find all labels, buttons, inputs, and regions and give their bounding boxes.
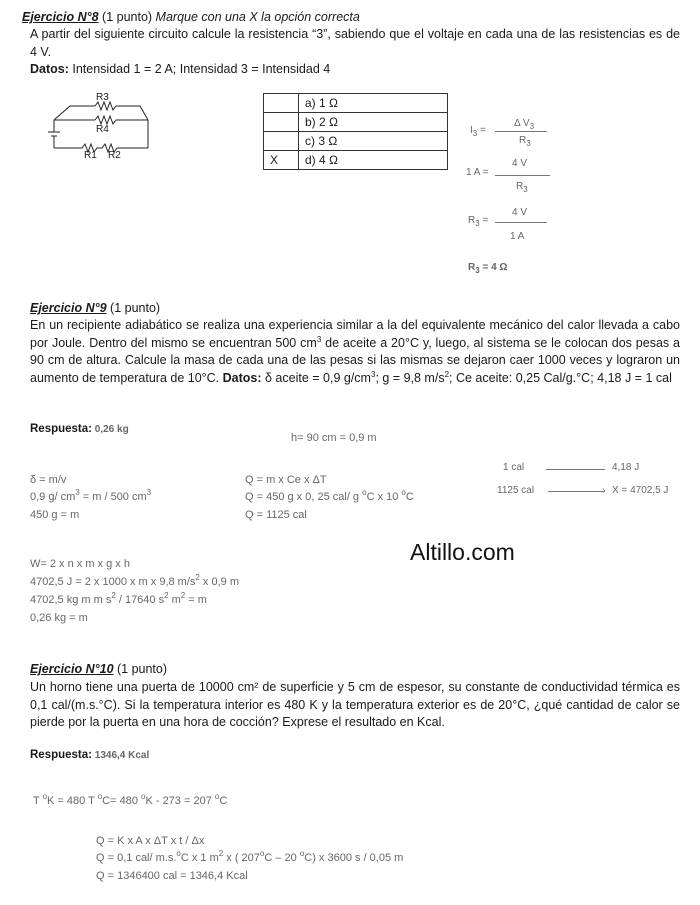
option-row[interactable] [264, 94, 448, 113]
label-r3: R3 [96, 92, 109, 103]
calc-num1: Δ $V_3$ [514, 118, 535, 131]
option-row[interactable] [264, 151, 448, 170]
ex8-datos-text: Intensidad 1 = 2 A; Intensidad 3 = Intensidad 4 [68, 62, 331, 76]
calc-result: $R_3 = 4$ Ω [468, 262, 508, 275]
ex8-instruction: Marque con una X la opción correcta [155, 10, 360, 24]
option-mark[interactable] [264, 132, 299, 151]
option-text: c) 3 Ω [299, 132, 448, 151]
rule-a1: 1 cal [503, 462, 525, 473]
ex8-datos [30, 62, 330, 76]
rule-b1: 1125 cal [497, 485, 535, 496]
label-r2: R2 [108, 150, 121, 161]
ex9-w-line2: 4702,5 J = 2 x 1000 x m x 9,8 $m/s^2$ x 0,9 m [30, 573, 239, 588]
ex9-col1-line3: 450 g = m [30, 509, 80, 521]
ex9-heading [30, 301, 160, 315]
option-text: b) 2 Ω [299, 113, 448, 132]
ex10-statement: Un horno tiene una puerta de 10000 cm² de superficie y 5 cm de espesor, su constante de conductividad térmica es 0,1 cal/(m.s.°C). Si la temperatura interior es 480 K y la temperatura exterior es de 20°C, ¿qué cantidad de calor se pierde por la puerta en una hora de cocción? Exprese el resultado en Kcal. [30, 680, 680, 729]
calc-num3: 4 V [512, 207, 528, 218]
rule-arrow-line [548, 491, 605, 492]
ex8-title: Ejercicio N°8 [22, 10, 99, 24]
fraction-line [495, 175, 550, 176]
ex10-q-line1: Q = K x A x ΔT x t / Δx [96, 835, 205, 847]
ex9-col2-line2: Q = 450 g x 0, 25 cal/ g $^o$C x 10 $^o$C [245, 488, 414, 503]
ex10-points: (1 punto) [113, 662, 168, 676]
rule-a2: 4,18 J [612, 462, 640, 473]
ex8-datos-label: Datos: [30, 62, 69, 76]
label-r4: R4 [96, 124, 109, 135]
ex9-col2-line1: Q = m x Ce x ΔT [245, 474, 327, 486]
option-row[interactable] [264, 113, 448, 132]
ex10-answer: Respuesta: 1346,4 Kcal [30, 749, 150, 761]
options-table [263, 93, 448, 170]
ex9-height: h= 90 cm = 0,9 m [291, 432, 377, 444]
ex9-w-line3: 4702,5 kg m m $s^2 / 17640$ $s^2$ $m^2 = m$ [30, 591, 207, 606]
calc-den3: 1 A [510, 231, 525, 242]
rule-b2: X = 4702,5 J [612, 485, 669, 496]
rule-line [546, 469, 605, 470]
calc-den1: $R_3$ [519, 135, 531, 148]
calc-num2: 4 V [512, 158, 528, 169]
option-row[interactable] [264, 132, 448, 151]
ex9-col2-line3: Q = 1125 cal [245, 509, 307, 521]
calc-den2: $R_3$ [516, 181, 528, 194]
option-text: a) 1 Ω [299, 94, 448, 113]
ex9-points: (1 punto) [106, 301, 161, 315]
option-text: d) 4 Ω [299, 151, 448, 170]
label-r1: R1 [84, 150, 97, 161]
ex9-col1-line2: 0,9 g/ $cm^3 = m / 500$ $cm^3$ [30, 488, 152, 503]
ex9-w-line4: 0,26 kg = m [30, 612, 88, 624]
ex8-heading [22, 10, 360, 24]
option-mark[interactable]: X [264, 151, 299, 170]
option-mark[interactable] [264, 94, 299, 113]
ex8-statement: A partir del siguiente circuito calcule la resistencia “3”, sabiendo que el voltaje en cada una de las resistencias es de 4 V. [30, 27, 680, 59]
ex9-statement: En un recipiente adiabático se realiza una experiencia similar a la del equivalente mecánico del calor llevada a cabo por Joule. Dentro del mismo se encuentran 500 $cm^3$ de aceite a 20°C y, luego, al sistema se le colocan dos pesas a 90 cm de altura. Calcule la masa de cada una de las pesas si las mismas se dejaron caer 1000 veces y lograron un aumento de temperatura de 10°C. Datos: δ aceite = 0,9 $g/cm^3$; g = 9,8 $m/s^2$; Ce aceite: 0,25 Cal/g.°C; 4,18 J = 1 cal [30, 318, 681, 385]
calc-lhs3: $R_3$ = [468, 215, 489, 228]
ex10-heading [30, 662, 167, 676]
calc-i3: $I_3$ = [470, 125, 486, 138]
ex8-points: (1 punto) [98, 10, 156, 24]
fraction-line [495, 222, 547, 223]
option-mark[interactable] [264, 113, 299, 132]
watermark-logo: Altillo.com [410, 539, 515, 565]
ex9-w-line1: W= 2 x n x m x g x h [30, 558, 130, 570]
fraction-line [495, 131, 547, 132]
ex9-title: Ejercicio N°9 [30, 301, 107, 315]
ex10-temperature: T $^o$K = 480 T $^o$C= 480 $^o$K - 273 = 207 $^o$C [33, 792, 228, 807]
ex9-col1-line1: δ = m/v [30, 474, 67, 486]
rule-arrow-head: › [602, 485, 606, 496]
ex10-q-line2: Q = 0,1 cal/ m.s.$^o$C x 1 $m^2$ x ( 207$^o$C – 20 $^o$C) x 3600 s / 0,05 m [96, 849, 404, 864]
ex9-answer: Respuesta: 0,26 kg [30, 423, 129, 435]
ex10-title: Ejercicio N°10 [30, 662, 114, 676]
calc-lhs2: 1 A = [466, 167, 489, 178]
ex10-q-line3: Q = 1346400 cal = 1346,4 Kcal [96, 870, 248, 882]
